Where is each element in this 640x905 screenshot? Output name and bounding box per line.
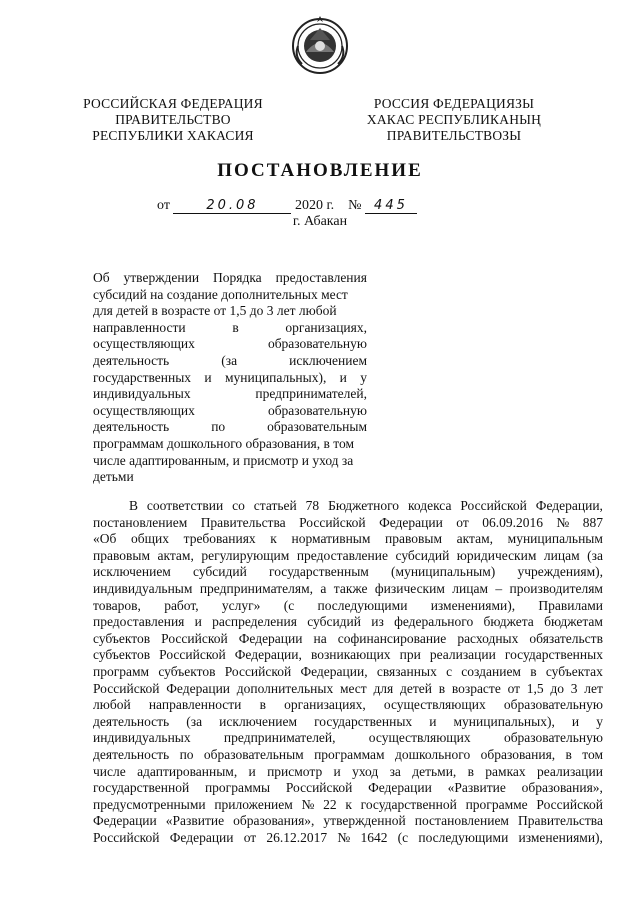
document-title: ПОСТАНОВЛЕНИЕ bbox=[217, 160, 423, 181]
body-text-block bbox=[93, 498, 603, 846]
subject-line: осуществляющих образовательную bbox=[93, 336, 367, 352]
date-number-row bbox=[157, 198, 417, 214]
subject-line: программам дошкольного образования, в том bbox=[93, 435, 355, 451]
subject-line: Об утверждении Порядка предоставления bbox=[93, 270, 367, 285]
from-label: от bbox=[157, 198, 170, 213]
body-line: предоставления и распределения субсидий из федерального бюджета бюджетам bbox=[93, 614, 603, 630]
number-value: 445 bbox=[365, 199, 417, 214]
header-left-line: ПРАВИТЕЛЬСТВО bbox=[115, 112, 231, 127]
header-right-line: РОССИЯ ФЕДЕРАЦИЯЗЫ bbox=[373, 96, 535, 111]
body-line: постановлением Правительства Российской Федерации от 06.09.2016 № 887 bbox=[93, 514, 603, 530]
date-value: 20.08 bbox=[173, 199, 291, 214]
header-left-block bbox=[78, 96, 268, 144]
body-line: Российской Федерации дополнительных мест для детей в возрасте от 1,5 до 3 лет bbox=[93, 680, 603, 696]
header-right-block bbox=[356, 96, 552, 144]
header-right-line: ХАКАС РЕСПУБЛИКАНЫҢ bbox=[366, 112, 542, 127]
city-label: г. Абакан bbox=[292, 214, 348, 229]
body-line: государственной программы Российской Федерации «Развитие образования», bbox=[93, 780, 603, 796]
subject-line: числе адаптированным, и присмотр и уход за bbox=[93, 452, 354, 468]
subject-line: деятельность (за исключением bbox=[93, 352, 367, 368]
subject-line: для детей в возрасте от 1,5 до 3 лет любой bbox=[93, 303, 337, 319]
body-line: субъектов Российской Федерации, возникающих при реализации государственных bbox=[93, 647, 603, 663]
body-line: индивидуальных предпринимателей, осуществляющих образовательную bbox=[93, 730, 603, 746]
subject-line: деятельность по образовательным bbox=[93, 419, 367, 435]
subject-line: направленности в организациях, bbox=[93, 319, 367, 335]
body-line: деятельность по образовательным программам дошкольного образования, в том bbox=[93, 746, 603, 762]
subject-line: осуществляющих образовательную bbox=[93, 402, 367, 418]
body-line: индивидуальным предпринимателям, а также физическим лицам – производителям bbox=[93, 580, 603, 596]
body-line: деятельность (за исключением государственных и муниципальных), и у bbox=[93, 713, 603, 729]
year-label: 2020 г. bbox=[294, 198, 335, 213]
number-sign: № bbox=[348, 198, 362, 213]
header-left-line: РЕСПУБЛИКИ ХАКАСИЯ bbox=[92, 128, 254, 143]
subject-line: государственных и муниципальных), и у bbox=[93, 369, 367, 385]
subject-line: субсидий на создание дополнительных мест bbox=[93, 286, 348, 302]
subject-line: индивидуальных предпринимателей, bbox=[93, 386, 367, 402]
body-line: предусмотренными приложением № 22 к государственной программе Российской bbox=[93, 796, 603, 812]
header-right-line: ПРАВИТЕЛЬСТВОЗЫ bbox=[386, 128, 522, 143]
body-line: «Об общих требованиях к нормативным правовым актам, муниципальным bbox=[93, 531, 603, 547]
body-line: В соответствии со статьей 78 Бюджетного кодекса Российской Федерации, bbox=[129, 498, 603, 513]
body-line: Федерации «Развитие образования», утвержденной постановлением Правительства bbox=[93, 813, 603, 829]
body-line: любой направленности в организациях, осуществляющих образовательную bbox=[93, 697, 603, 713]
subject-block bbox=[93, 270, 367, 486]
subject-line: детьми bbox=[93, 469, 134, 485]
body-line: субъектов Российской Федерации на софинансирование расходных обязательств bbox=[93, 630, 603, 646]
body-line: числе адаптированным, и присмотр и уход за детьми, в рамках реализации bbox=[93, 763, 603, 779]
body-line: исключением субсидий государственным (муниципальным) учреждениям), bbox=[93, 564, 603, 580]
body-line: правовым актам, регулирующим предоставление субсидий юридическим лицам (за bbox=[93, 547, 603, 563]
header-left-line: РОССИЙСКАЯ ФЕДЕРАЦИЯ bbox=[83, 96, 263, 111]
body-line: товаров, работ, услуг» (с последующими изменениями), Правилами bbox=[93, 597, 603, 613]
coat-of-arms-emblem bbox=[288, 12, 352, 76]
body-line: программ субъектов Российской Федерации, связанных с созданием в субъектах bbox=[93, 663, 603, 679]
body-line: Российской Федерации от 26.12.2017 № 1642 (с последующими изменениями), bbox=[93, 829, 603, 845]
